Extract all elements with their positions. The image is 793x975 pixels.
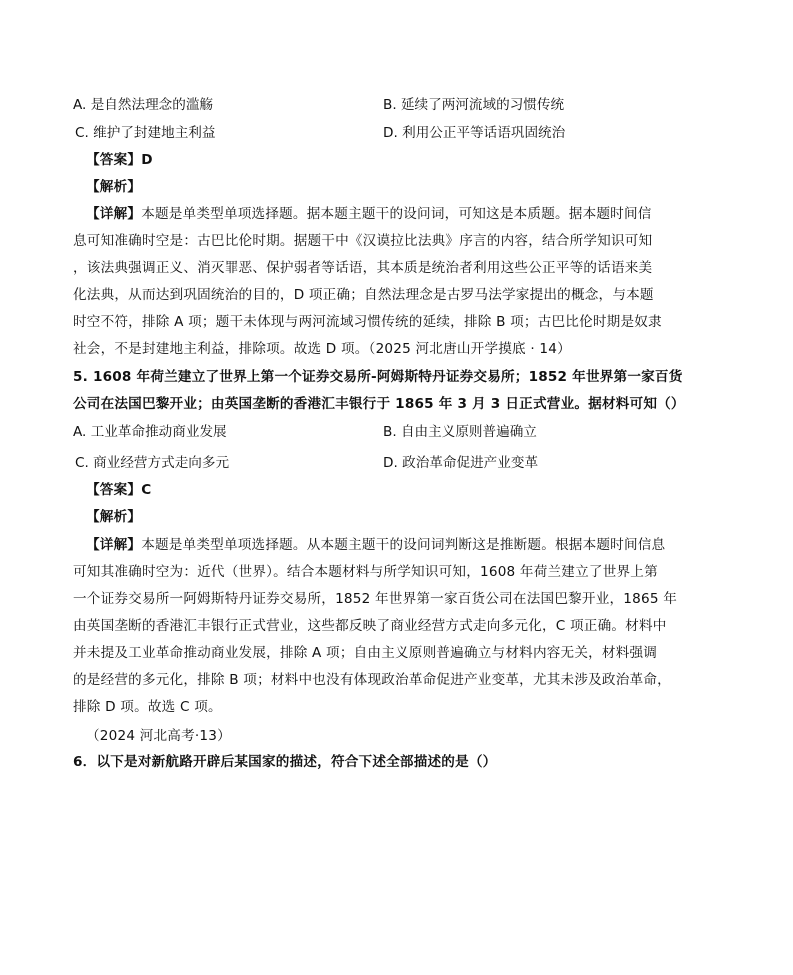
q5-option-b: B. 自由主义原则普遍确立	[383, 424, 537, 440]
q5-option-a: A. 工业革命推动商业发展	[73, 424, 227, 440]
answer-value: C	[141, 482, 152, 498]
q5-detail-line: 可知其准确时空为：近代（世界）。结合本题材料与所学知识可知，1608 年荷兰建立了世界上第	[73, 564, 658, 580]
q4-option-a: A. 是自然法理念的滥觞	[73, 97, 214, 113]
q5-stem-line: 公司在法国巴黎开业；由英国垄断的香港汇丰银行于 1865 年 3 月 3 日正式营业。据材料可知（）	[73, 396, 685, 412]
q5-option-c: C. 商业经营方式走向多元	[75, 455, 230, 471]
q4-detail-line	[86, 204, 652, 224]
q4-option-d: D. 利用公正平等话语巩固统治	[383, 125, 566, 141]
detail-text: 本题是单类型单项选择题。据本题主题干的设问词，可知这是本质题。据本题时间信	[141, 206, 652, 222]
detail-label: 【详解】	[86, 206, 142, 222]
analysis-label: 【解析】	[86, 179, 142, 195]
analysis-label: 【解析】	[86, 509, 142, 525]
answer-value: D	[141, 152, 153, 168]
answer-label: 【答案】	[86, 152, 142, 168]
q5-detail-line: 排除 D 项。故选 C 项。	[73, 699, 222, 715]
q4-option-c: C. 维护了封建地主利益	[75, 125, 216, 141]
q4-analysis-label	[86, 177, 141, 197]
q4-detail-line: 息可知准确时空是：古巴比伦时期。据题干中《汉谟拉比法典》序言的内容，结合所学知识可知	[73, 233, 653, 249]
q5-detail-line: 由英国垄断的香港汇丰银行正式营业，这些都反映了商业经营方式走向多元化，C 项正确。材料中	[73, 618, 667, 634]
detail-text: 本题是单类型单项选择题。从本题主题干的设问词判断这是推断题。根据本题时间信息	[141, 537, 666, 553]
answer-label: 【答案】	[86, 482, 142, 498]
q5-stem-line: 5. 1608 年荷兰建立了世界上第一个证券交易所-阿姆斯特丹证券交易所；1852 年世界第一家百货	[73, 369, 683, 385]
q4-detail-line: 化法典，从而达到巩固统治的目的，D 项正确；自然法理念是古罗马法学家提出的概念，与本题	[73, 287, 654, 303]
q5-detail-line: 的是经营的多元化，排除 B 项；材料中也没有体现政治革命促进产业变革，尤其未涉及政治革命，	[73, 672, 671, 688]
q5-option-d: D. 政治革命促进产业变革	[383, 455, 539, 471]
detail-label: 【详解】	[86, 537, 142, 553]
q6-source: （2024 河北高考·13）	[86, 728, 231, 744]
q5-detail-line: 并未提及工业革命推动商业发展，排除 A 项；自由主义原则普遍确立与材料内容无关，材料强调	[73, 645, 658, 661]
q4-answer	[86, 150, 153, 170]
q5-detail-line	[86, 535, 665, 555]
q5-analysis-label	[86, 507, 141, 527]
q5-answer	[86, 480, 151, 500]
q5-detail-line: 一个证券交易所一阿姆斯特丹证券交易所，1852 年世界第一家百货公司在法国巴黎开业，1865 年	[73, 591, 677, 607]
q4-detail-line: ，该法典强调正义、消灭罪恶、保护弱者等话语，其本质是统治者利用这些公正平等的话语来美	[73, 260, 653, 276]
q4-detail-line: 社会，不是封建地主利益，排除项。故选 D 项。（2025 河北唐山开学摸底 · 14）	[73, 341, 571, 357]
q4-detail-line: 时空不符，排除 A 项；题干未体现与两河流域习惯传统的延续，排除 B 项；古巴比伦时期是奴隶	[73, 314, 662, 330]
q6-stem: 6．以下是对新航路开辟后某国家的描述，符合下述全部描述的是（）	[73, 754, 497, 770]
q4-option-b: B. 延续了两河流域的习惯传统	[383, 97, 565, 113]
